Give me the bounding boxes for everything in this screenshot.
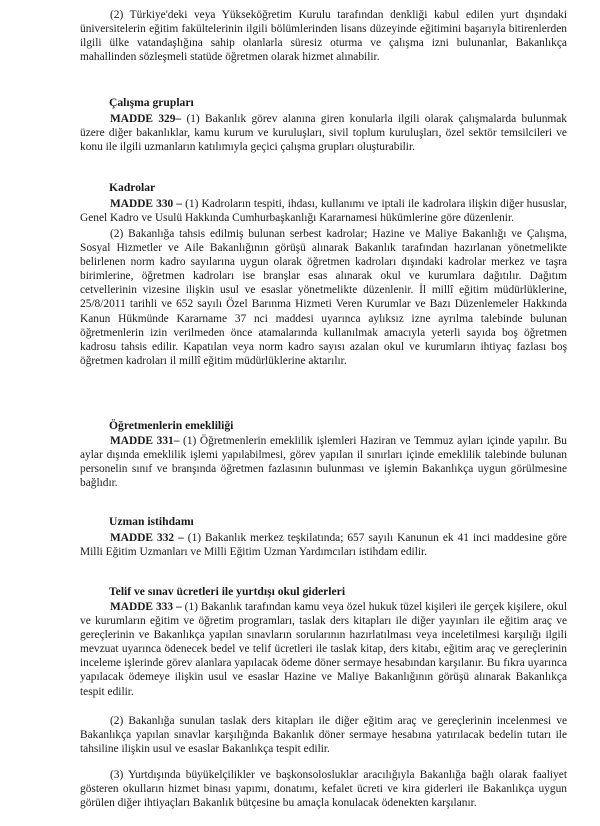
article-330-label: MADDE 330 – <box>110 198 183 210</box>
heading-calisma-gruplari: Çalışma grupları <box>109 96 194 109</box>
article-330-paragraph-2: (2) Bakanlığa tahsis edilmiş bulunan serbest kadrolar; Hazine ve Maliye Bakanlığı ve Çalışma, Sosyal Hizmetler ve Aile Bakanlığının görüşü alınarak Bakanlık tarafından hazırlanan yönetmelikte belirlenen norm kadro sayılarına uygun olarak öğretmen kadroları dışındaki kadrolar merkez ve taşra birimlerine, öğretmen kadroları ise branşlar esas alınarak okul ve kurumlara dağıtılır. Dağıtım cetvellerinin vizesine ilişkin usul ve esaslar yönetmelikte düzenlenir. İl millî eğitim müdürlüklerine, 25/8/2011 tarihli ve 652 sayılı Özel Barınma Hizmeti Veren Kurumlar ve Bazı Düzenlemeler Hakkında Kanun Hükmünde Kararname 37 nci maddesi uyarınca aylıksız izne ayrılma talebinde bulunan öğretmenlerin izin verilmeden önce atamalarında kullanılmak amacıyla yeterli sayıda boş öğretmen kadrosu tahsis edilir. Kapatılan veya norm kadro sayısı azalan okul ve kurumların ihtiyaç fazlası boş öğretmen kadroları il millî eğitim müdürlüklerine aktarılır. <box>80 228 567 367</box>
heading-uzman-istihdami: Uzman istihdamı <box>109 515 194 528</box>
article-333-text: (1) Bakanlık tarafından kamu veya özel hukuk tüzel kişileri ile gerçek kişilere, okul ve kurumların eğitim ve öğretim programları, taslak ders kitapları ile diğer yayınları ile eğitim araç ve gereçlerinin ve Bakanlıkça yapılan sınavların sorularının hazırlatılması veya inceletilmesi karşılığı ilgili mevzuat uyarınca ödenecek bedel ve telif ücretleri ile taslak kitap, ders kitabı, eğitim araç ve gereçlerinin inceleme işlerinde görev alanlara yapılacak ödeme döner sermaye hesabından karşılanır. Bu fıkra uyarınca yapılacak ödemeye ilişkin usul ve esaslar Hazine ve Maliye Bakanlığının görüşü alınarak Bakanlıkça tespit edilir. <box>80 601 567 698</box>
article-331-label: MADDE 331– <box>110 435 180 447</box>
article-330-paragraph-1 <box>80 197 567 225</box>
article-329-text: (1) Bakanlık görev alanına giren konularla ilgili olarak çalışmalarda bulunmak üzere diğer bakanlıklar, kamu kurum ve kuruluşları, sivil toplum kuruluşları, özel sektör temsilcileri ve konu ile ilgili uzmanların katılımıyla geçici çalışma grupları oluşturabilir. <box>80 113 567 154</box>
heading-telif-sinav-ucretleri: Telif ve sınav ücretleri ile yurtdışı okul giderleri <box>109 585 346 598</box>
article-333-paragraph-3: (3) Yurtdışında büyükelçilikler ve başkonsolosluklar aracılığıyla Bakanlığa bağlı olarak faaliyet gösteren okulların hizmet binası yapımı, donatımı, kefalet ücreti ve kira giderleri ile Bakanlıkça uygun görülen diğer ihtiyaçları Bakanlık bütçesine bu amaçla konulacak ödenekten karşılanır. <box>80 769 567 810</box>
heading-ogretmenlerin-emekliligi: Öğretmenlerin emekliliği <box>109 419 234 432</box>
article-333-label: MADDE 333 – <box>110 601 182 613</box>
article-330-text: (1) Kadroların tespiti, ihdası, kullanımı ve iptali ile kadrolara ilişkin diğer hususlar, Genel Kadro ve Usulü Hakkında Cumhurbaşkanlığı Kararnamesi hükümlerine göre düzenlenir. <box>80 198 567 225</box>
article-329-paragraph <box>80 112 567 154</box>
article-332-text: (1) Bakanlık merkez teşkilatında; 657 sayılı Kanunun ek 41 inci maddesine göre Milli Eğitim Uzmanları ve Milli Eğitim Uzman Yardımcıları istihdam edilir. <box>80 532 567 559</box>
article-333-paragraph-2: (2) Bakanlığa sunulan taslak ders kitapları ile diğer eğitim araç ve gereçlerinin incelenmesi ve Bakanlıkça yapılan sınavlar karşılığında Bakanlık döner sermaye hesabına yatırılacak bedelin tutarı ile tahsiline ilişkin usul ve esaslar Bakanlıkça tespit edilir. <box>80 715 567 756</box>
article-332-label: MADDE 332 – <box>110 532 184 544</box>
intro-paragraph: (2) Türkiye'deki veya Yükseköğretim Kurulu tarafından denkliği kabul edilen yurt dışındaki üniversitelerin eğitim fakültelerinin ilgili bölümlerinden lisans düzeyinde eğitimini başarıyla bitirenlerden ilgili ülke vatandaşlığına sahip olanlarla süresiz oturma ve çalışma izni bulunanlar, Bakanlıkça mahallinden sözleşmeli statüde öğretmen olarak hizmet alınabilir. <box>80 9 567 64</box>
article-331-paragraph <box>80 434 567 490</box>
article-333-paragraph-1 <box>80 600 567 699</box>
article-329-label: MADDE 329– <box>110 113 182 125</box>
heading-kadrolar: Kadrolar <box>109 181 156 194</box>
article-332-paragraph <box>80 531 567 559</box>
article-331-text: (1) Öğretmenlerin emeklilik işlemleri Haziran ve Temmuz ayları içinde yapılır. Bu aylar dışında emeklilik işlemi yapılabilmesi, görev yapılan il sınırları içinde emeklilik talebinde bulunan personelin sınıf ve branşında öğretmen fazlasının bulunması ve işlemin Bakanlıkça uygun görülmesine bağlıdır. <box>80 435 567 490</box>
